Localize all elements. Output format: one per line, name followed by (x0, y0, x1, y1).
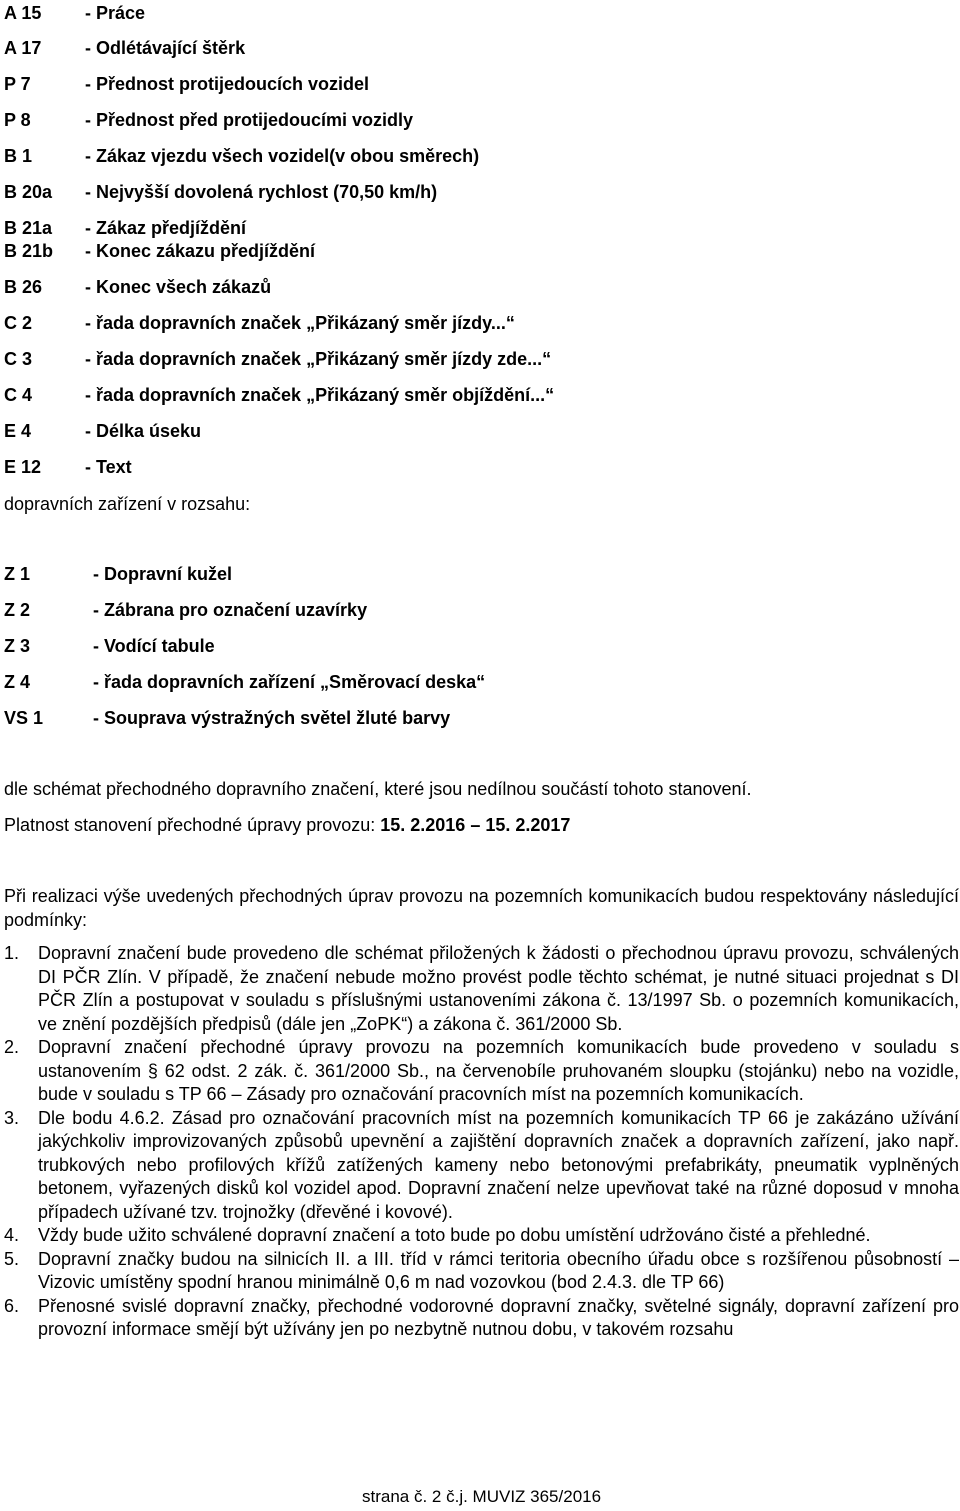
sign-description: - Zákaz vjezdu všech vozidel(v obou směrech) (85, 146, 480, 166)
device-code: Z 2 (4, 600, 31, 620)
device-description: - Zábrana pro označení uzavírky (93, 600, 368, 620)
sign-code: P 7 (4, 74, 31, 94)
page-footer: strana č. 2 č.j. MUVIZ 365/2016 (362, 1487, 602, 1506)
condition-number: 1. (4, 943, 20, 963)
conditions-list (4, 942, 959, 1342)
condition-number: 2. (4, 1037, 20, 1057)
condition-item (4, 942, 959, 1036)
device-description: - Vodící tabule (93, 636, 215, 656)
device-code: Z 4 (4, 672, 31, 692)
sign-description: - Text (85, 457, 132, 477)
device-code: Z 1 (4, 564, 31, 584)
condition-text: Dopravní značení přechodné úpravy provozu na pozemních komunikacích bude provedeno v souladu s ustanovením § 62 odst. 2 zák. č. 361/2000 Sb., na červenobíle pruhovaném sloupku (stojánku) nebo na vozidle, bude v souladu s TP 66 – Zásady pro označování pracovních míst na pozemních komunikacích. (38, 1037, 959, 1104)
device-description: - řada dopravních zařízení „Směrovací deska“ (93, 672, 486, 692)
device-description: - Dopravní kužel (93, 564, 233, 584)
condition-number: 4. (4, 1225, 20, 1245)
sign-code: E 12 (4, 457, 42, 477)
sign-code: B 26 (4, 277, 43, 297)
sign-code: C 3 (4, 349, 33, 369)
sign-description: - řada dopravních značek „Přikázaný směr jízdy zde...“ (85, 349, 552, 369)
condition-item (4, 1248, 959, 1295)
condition-text: Dopravní značení bude provedeno dle schémat přiložených k žádosti o přechodnou úpravu provozu, schválených DI PČR Zlín. V případě, že značení nebude možno provést podle těchto schémat, je nutné situaci projednat s DI PČR Zlín a postupovat v souladu s příslušnými ustanoveními zákona č. 13/1997 Sb. o pozemních komunikacích, ve znění pozdějších předpisů (dále jen „ZoPK“) a zákona č. 361/2000 Sb. (38, 943, 959, 1034)
condition-text: Vždy bude užito schválené dopravní značení a toto bude po dobu umístění udržováno čisté a přehledné. (38, 1225, 871, 1245)
sign-code: C 4 (4, 385, 33, 405)
sign-code: C 2 (4, 313, 33, 333)
sign-code: B 21b (4, 241, 54, 261)
sign-description: - Přednost protijedoucích vozidel (85, 74, 370, 94)
validity-line (4, 813, 570, 837)
sign-code: B 21a (4, 218, 53, 238)
condition-text: Dopravní značky budou na silnicích II. a III. tříd v rámci teritoria obecního úřadu obce s rozšířenou působností – Vizovic umístěny spodní hranou minimálně 0,6 m nad vozovkou (bod 2.4.3. dle TP 66) (38, 1248, 959, 1292)
condition-number: 6. (4, 1295, 20, 1316)
sign-code: P 8 (4, 110, 31, 130)
validity-dates: 15. 2.2016 – 15. 2.2017 (380, 815, 571, 835)
sign-description: - řada dopravních značek „Přikázaný směr objíždění...“ (85, 385, 555, 405)
device-code: VS 1 (4, 708, 44, 728)
sign-code: B 20a (4, 182, 53, 202)
sign-code: E 4 (4, 421, 32, 441)
sign-description: - Práce (85, 3, 146, 23)
sign-description: - Délka úseku (85, 421, 202, 441)
condition-item (4, 1107, 959, 1225)
condition-number: 3. (4, 1107, 20, 1128)
sign-description: - Zákaz předjíždění (85, 218, 247, 238)
sign-description: - Konec všech zákazů (85, 277, 272, 297)
condition-text: Přenosné svislé dopravní značky, přechodné vodorovné dopravní značky, světelné signály, dopravní zařízení pro provozní informace smějí být užívány jen po nezbytně nutnou dobu, v takovém rozsahu (38, 1295, 959, 1339)
sign-code: A 17 (4, 38, 42, 58)
condition-item (4, 1295, 959, 1342)
zarizeni-heading: dopravních zařízení v rozsahu: (4, 494, 251, 514)
sign-code: A 15 (4, 3, 42, 23)
device-code: Z 3 (4, 636, 31, 656)
condition-text: Dle bodu 4.6.2. Zásad pro označování pracovních míst na pozemních komunikacích TP 66 je zakázáno užívání jakýchkoliv improvizovaných způsobů upevnění a zajištění dopravních značek a dopravních zařízení, jako např. trubkových nebo profilových křížů zatížených kameny nebo betonovými prefabrikáty, pneumatik vyplněných betonem, vyřazených disků kol vozidel apod. Dopravní značení nelze upevňovat také na různé doposud v mnoha případech užívané tzv. trojnožky (dřevěné i kovové). (38, 1107, 959, 1222)
sign-description: - Odlétávající štěrk (85, 38, 246, 58)
validity-label: Platnost stanovení přechodné úpravy provozu: (4, 815, 381, 835)
sign-description: - Přednost před protijedoucími vozidly (85, 110, 414, 130)
condition-item (4, 1224, 959, 1248)
device-description: - Souprava výstražných světel žluté barvy (93, 708, 451, 728)
condition-item (4, 1036, 959, 1107)
sign-description: - Nejvyšší dovolená rychlost (70,50 km/h) (85, 182, 438, 202)
condition-number: 5. (4, 1248, 20, 1269)
sign-description: - Konec zákazu předjíždění (85, 241, 316, 261)
schemata-line: dle schémat přechodného dopravního značení, které jsou nedílnou součástí tohoto stanovení. (4, 779, 752, 799)
sign-code: B 1 (4, 146, 33, 166)
conditions-intro: Při realizaci výše uvedených přechodných úprav provozu na pozemních komunikacích budou respektovány následující podmínky: (4, 886, 959, 930)
sign-description: - řada dopravních značek „Přikázaný směr jízdy...“ (85, 313, 515, 333)
